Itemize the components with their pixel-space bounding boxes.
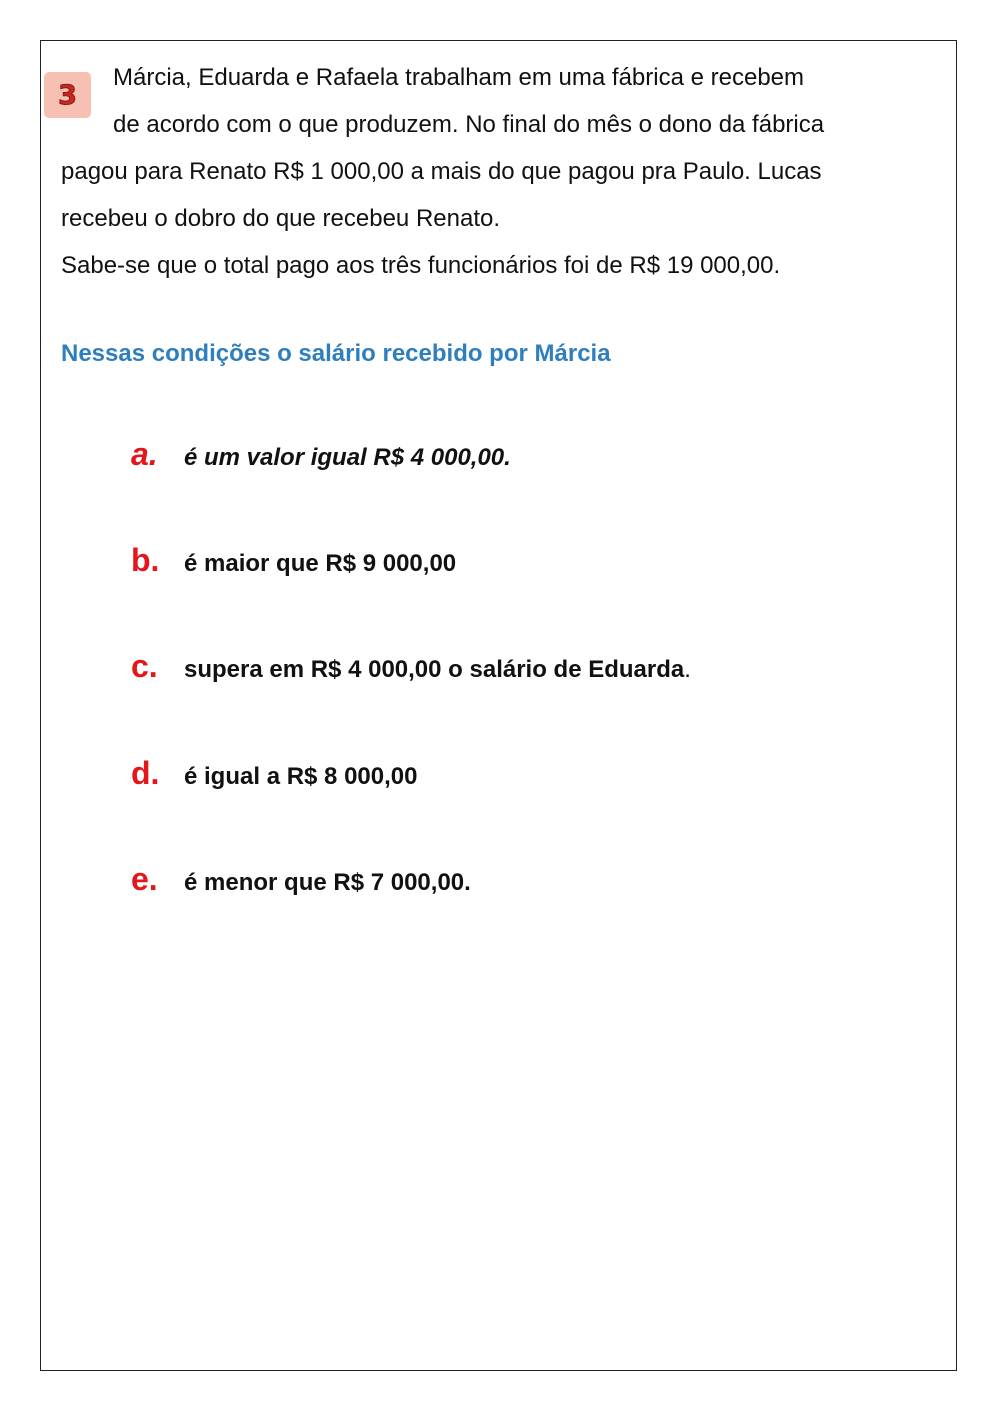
option-text: é maior que R$ 9 000,00	[184, 550, 457, 577]
option-d[interactable]	[131, 755, 417, 792]
option-text-main: supera em R$ 4 000,00 o salário de Eduarda	[184, 656, 685, 683]
option-letter: b.	[131, 542, 160, 578]
option-text-suffix: .	[684, 656, 691, 683]
option-letter: d.	[131, 755, 160, 791]
statement-line: Sabe-se que o total pago aos três funcionários foi de R$ 19 000,00.	[61, 252, 781, 279]
statement-line: Márcia, Eduarda e Rafaela trabalham em uma fábrica e recebem	[113, 64, 805, 91]
option-letter: c.	[131, 648, 158, 684]
option-text: é um valor igual R$ 4 000,00.	[184, 444, 511, 471]
option-e[interactable]	[131, 861, 471, 898]
option-text: é igual a R$ 8 000,00	[184, 763, 418, 790]
statement-line: recebeu o dobro do que recebeu Renato.	[61, 205, 500, 232]
option-text	[184, 656, 691, 684]
statement-line: de acordo com o que produzem. No final do mês o dono da fábrica	[113, 111, 825, 138]
option-letter: a.	[131, 436, 158, 472]
statement-line: pagou para Renato R$ 1 000,00 a mais do que pagou pra Paulo. Lucas	[61, 158, 822, 185]
option-text: é menor que R$ 7 000,00.	[184, 869, 471, 896]
question-statement	[61, 54, 921, 289]
option-c[interactable]	[131, 648, 691, 685]
option-a[interactable]	[131, 436, 511, 473]
option-letter: e.	[131, 861, 158, 897]
question-number-badge: 3	[44, 72, 91, 118]
option-b[interactable]	[131, 542, 456, 579]
question-prompt: Nessas condições o salário recebido por Márcia	[61, 340, 611, 367]
